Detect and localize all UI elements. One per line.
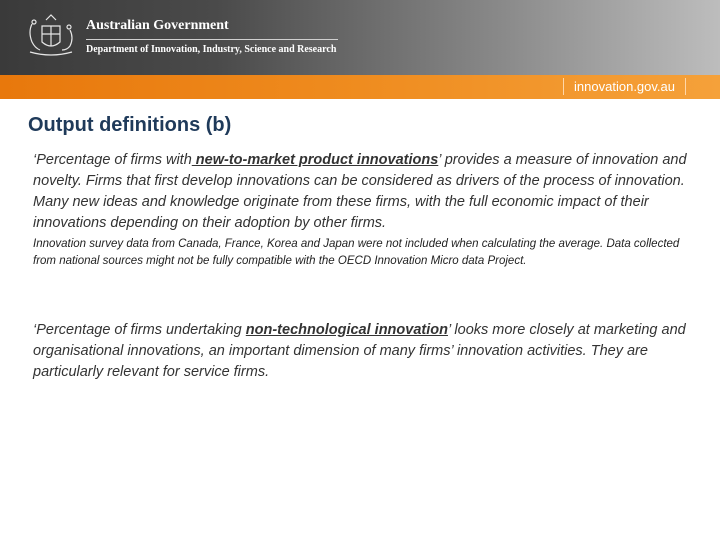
coat-of-arms-icon	[22, 12, 80, 62]
department-name: Department of Innovation, Industry, Science and Research	[86, 44, 337, 55]
definition-paragraph-1	[33, 150, 698, 234]
term-non-technological: non-technological innovation	[245, 322, 448, 338]
site-url: innovation.gov.au	[563, 78, 686, 95]
accent-bar	[0, 75, 720, 99]
slide-title: Output definitions (b)	[28, 114, 232, 136]
government-name: Australian Government	[86, 18, 229, 33]
government-header	[0, 0, 720, 75]
para2-suffix: ’ looks more closely at marketing and organisational innovations, an important dimension of many firms’ innovation activities. They are particularly relevant for service firms.	[33, 322, 686, 380]
header-divider	[86, 39, 338, 40]
para2-prefix: ‘Percentage of firms undertaking	[33, 322, 246, 338]
para1-suffix: ’ provides a measure of innovation and novelty. Firms that first develop innovations can be considered as drivers of the process of innovation. Many new ideas and knowledge originate from these firms, with the full economic impact of their innovations depending on their adoption by other firms.	[33, 152, 687, 231]
para1-prefix: ‘Percentage of firms with	[33, 152, 192, 168]
definition-paragraph-2	[33, 320, 698, 383]
term-new-to-market: new-to-market product innovations	[191, 152, 439, 168]
data-note: Innovation survey data from Canada, France, Korea and Japan were not included when calculating the average. Data collected from national sources might not be fully compatible with the OECD Innovation Micro data Project.	[33, 238, 680, 267]
